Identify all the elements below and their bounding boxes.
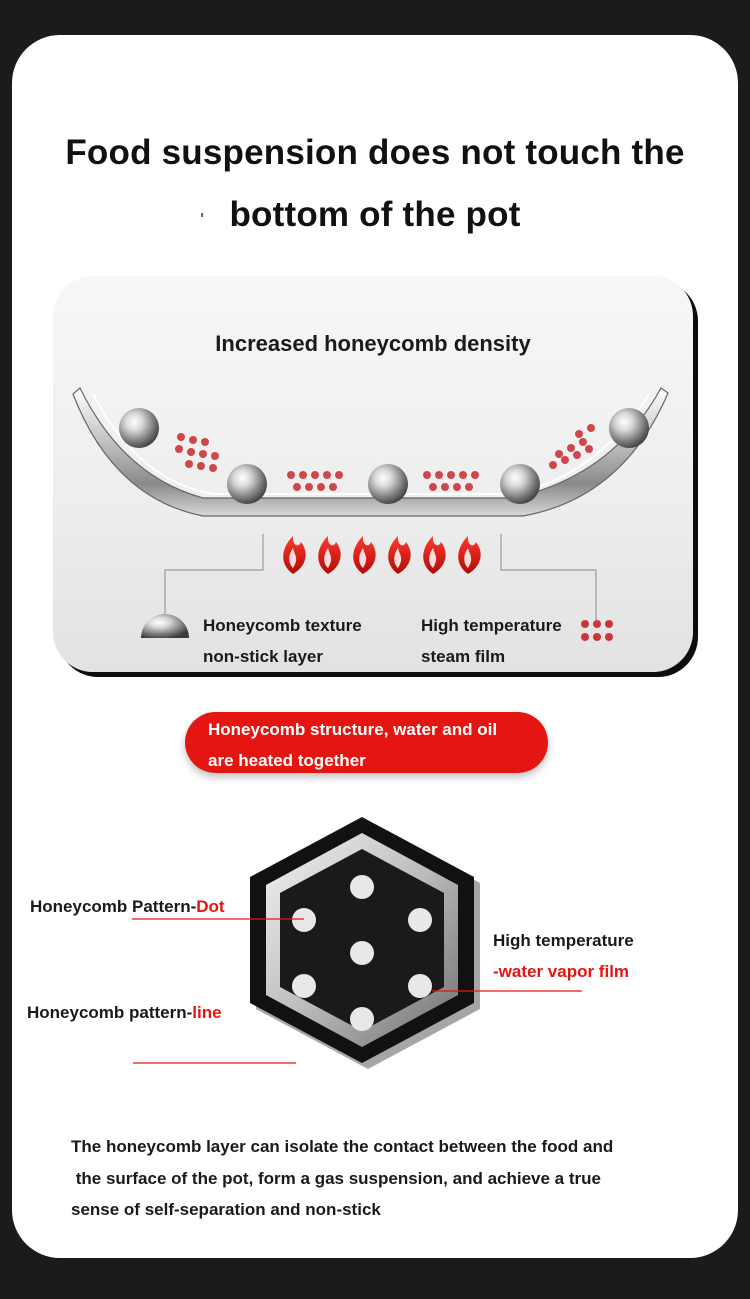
label-steam-film-line1: High temperature [421,616,562,635]
page-title-line-1: Food suspension does not touch the [65,133,685,172]
label-water-vapor-line1: High temperature [493,931,634,950]
content-card [12,35,738,1258]
label-steam-film [421,610,562,672]
label-honeycomb-line-accent: line [192,1003,222,1022]
red-banner [185,712,548,773]
description-paragraph [71,1131,711,1226]
honeycomb-hexagon-icon [12,805,738,1125]
flame-icon [283,536,480,574]
page-title-line-2: bottom of the pot [229,195,521,234]
label-honeycomb-line-prefix: Honeycomb pattern- [27,1003,193,1022]
label-steam-film-line2: steam film [421,647,506,666]
label-honeycomb-dot-prefix: Honeycomb Pattern- [30,897,197,916]
description-line3: sense of self-separation and non-stick [71,1200,381,1219]
label-honeycomb-texture-line1: Honeycomb texture [203,616,362,635]
label-honeycomb-dot-accent: Dot [196,897,225,916]
pan-cross-section-illustration [53,276,693,672]
label-honeycomb-dot [30,897,225,917]
description-line2: the surface of the pot, form a gas suspension, and achieve a true [71,1168,601,1188]
label-honeycomb-line [27,1003,222,1023]
pan-diagram-panel [53,276,693,672]
red-banner-line1: Honeycomb structure, water and oil [208,720,498,739]
label-honeycomb-texture [203,610,362,672]
red-banner-line2: are heated together [208,751,366,770]
description-line1: The honeycomb layer can isolate the contact between the food and [71,1137,614,1156]
legend-steam-dots-icon [581,620,613,641]
label-honeycomb-texture-line2: non-stick layer [203,647,323,666]
legend-ball-icon [141,614,189,638]
label-water-vapor-line2: -water vapor film [493,962,630,981]
pan-panel-heading: Increased honeycomb density [215,331,531,356]
